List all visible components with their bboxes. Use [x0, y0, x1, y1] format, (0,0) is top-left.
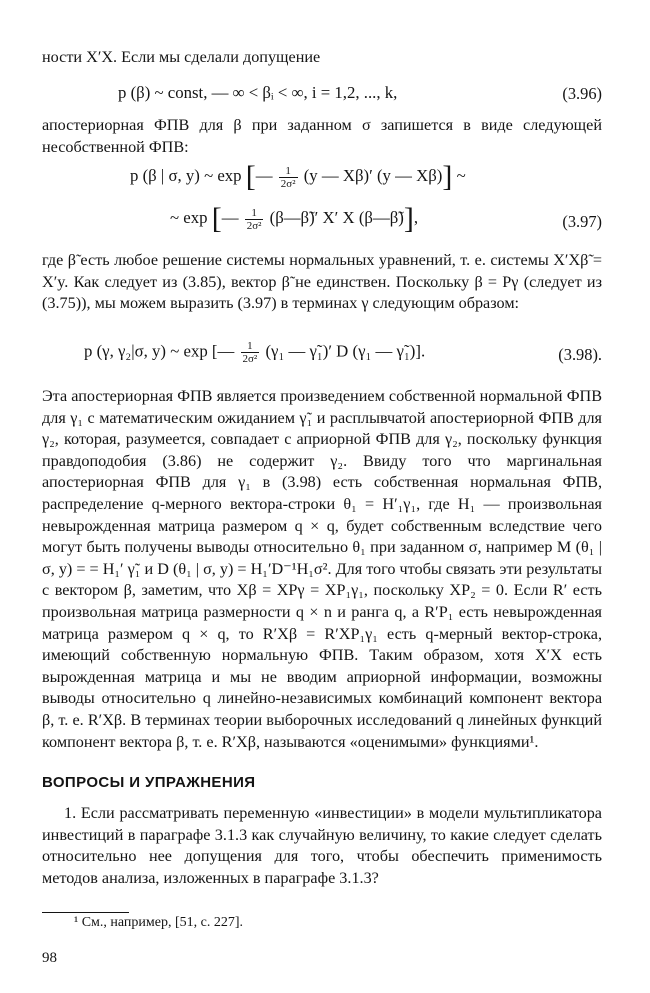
right-bracket: ]: [442, 160, 453, 193]
paragraph-posterior-product: Эта апостериорная ФПВ является произведением собственной нормальной ФПВ для γ₁ с математическим ожиданием γ̃₁ и расплывчатой апостериорной ФПВ для γ₂, которая, разумеется, совпадает с априорной ФПВ для γ₂, поскольку функция правдоподобия (3.86) не содержит γ₂. Ввиду того что маргинальная апостериорная ФПВ для γ₁ в (3.98) есть собственная нормальная ФПВ, распределение q-мерного вектора-строки θ₁ = H′₁γ₁, где H₁ — произвольная невырожденная матрица размером q × q, будет собственным вследствие чего могут быть получены выводы относительно θ₁ при заданном σ, например M (θ₁ | σ, y) = = H₁′ γ̃₁ и D (θ₁ | σ, y) = H₁′D⁻¹H₁σ². Для того чтобы связать эти результаты с вектором β, заметим, что Xβ = XPγ = XP₁γ₁, поскольку XP₂ = 0. Если R′ есть произвольная матрица размерности q × n и ранга q, а R′P₁ есть невырожденная матрица размером q × q, то R′Xβ = R′XP₁γ₁ есть q-мерный вектор-строка, имеющий собственную нормальную ФПВ. Таким образом, хотя X′X есть вырожденная матрица и мы не вводим априорной информации, возможны выводы относительно q линейно-независимых комбинаций компонент вектора β, т. е. R′Xβ. В терминах теории выборочных исследований q линейных функций компонент вектора β, т. е. R′Xβ, называются «оценимыми» функциями¹.: [42, 387, 602, 751]
minus-sign: —: [255, 165, 273, 185]
eq398-lhs: p (γ, γ₂|σ, y) ~ exp [—: [84, 341, 235, 361]
eq397-l1-lhs: p (β | σ, y) ~ exp: [130, 165, 242, 185]
eq397-l1-body: (y — Xβ)′ (y — Xβ): [303, 165, 443, 185]
eq397-l2-lhs: ~ exp: [170, 207, 208, 227]
equation-3-97-line1: p (β | σ, y) ~ exp [— $\frac{1}{\text{2σ²}}$ (y — Xβ)′ (y — Xβ)] ~: [130, 160, 466, 193]
paragraph-posterior: апостериорная ФПВ для β при заданном σ запишется в виде следующей несобственной ФПВ:: [42, 116, 602, 156]
right-bracket: ]: [403, 202, 414, 235]
equation-number-3-98: (3.98).: [558, 345, 602, 364]
eq398-body: (γ₁ — γ̃₁)′ D (γ₁ — γ̃₁)].: [265, 341, 426, 361]
page-number: 98: [42, 950, 57, 966]
text-line-top: ности X′X. Если мы сделали допущение: [42, 48, 321, 66]
equation-number-3-97: (3.97): [562, 212, 602, 231]
section-heading: ВОПРОСЫ И УПРАЖНЕНИЯ: [42, 774, 256, 791]
footnote: ¹ См., например, [51, с. 227].: [74, 915, 244, 930]
minus-sign: —: [221, 207, 239, 227]
question-1: 1. Если рассматривать переменную «инвестиции» в модели мультипликатора инвестиций в параграфе 3.1.3 как случайную величину, то какие следует сделать относительно нее допущения для того, чтобы обеспечить применимость методов анализа, изложенных в параграфе 3.1.3?: [42, 804, 602, 887]
footnote-rule: [42, 912, 129, 913]
fraction-1-over-2sigma2: $\frac{1}{\text{2σ²}}$: [280, 164, 296, 190]
left-bracket: [: [245, 160, 256, 193]
eq397-l2-body: (β—β̃)′ X′ X (β—β̃): [269, 207, 404, 227]
fraction-1-over-2sigma2: $\frac{1}{\text{2σ²}}$: [242, 340, 258, 365]
equation-3-96-body: p (β) ~ const, — ∞ < βᵢ < ∞, i = 1,2, ..., k,: [118, 83, 398, 102]
paragraph-where-beta: где β̃ есть любое решение системы нормальных уравнений, т. е. системы X′Xβ̃ = X′y. Как следует из (3.85), вектор β̃ не единствен. Поскольку β = Pγ (следует из (3.75)), мы можем выразить (3.97) в терминах γ следующим образом:: [42, 251, 602, 313]
fraction-1-over-2sigma2: $\frac{1}{\text{2σ²}}$: [246, 206, 262, 232]
equation-number-3-96: (3.96): [562, 84, 602, 103]
equation-3-96: [118, 83, 397, 103]
equation-3-97-line2: ~ exp [— $\frac{1}{\text{2σ²}}$ (β—β̃)′ X′ X (β—β̃)],: [170, 202, 419, 235]
equation-3-98: [84, 340, 425, 365]
left-bracket: [: [211, 202, 222, 235]
